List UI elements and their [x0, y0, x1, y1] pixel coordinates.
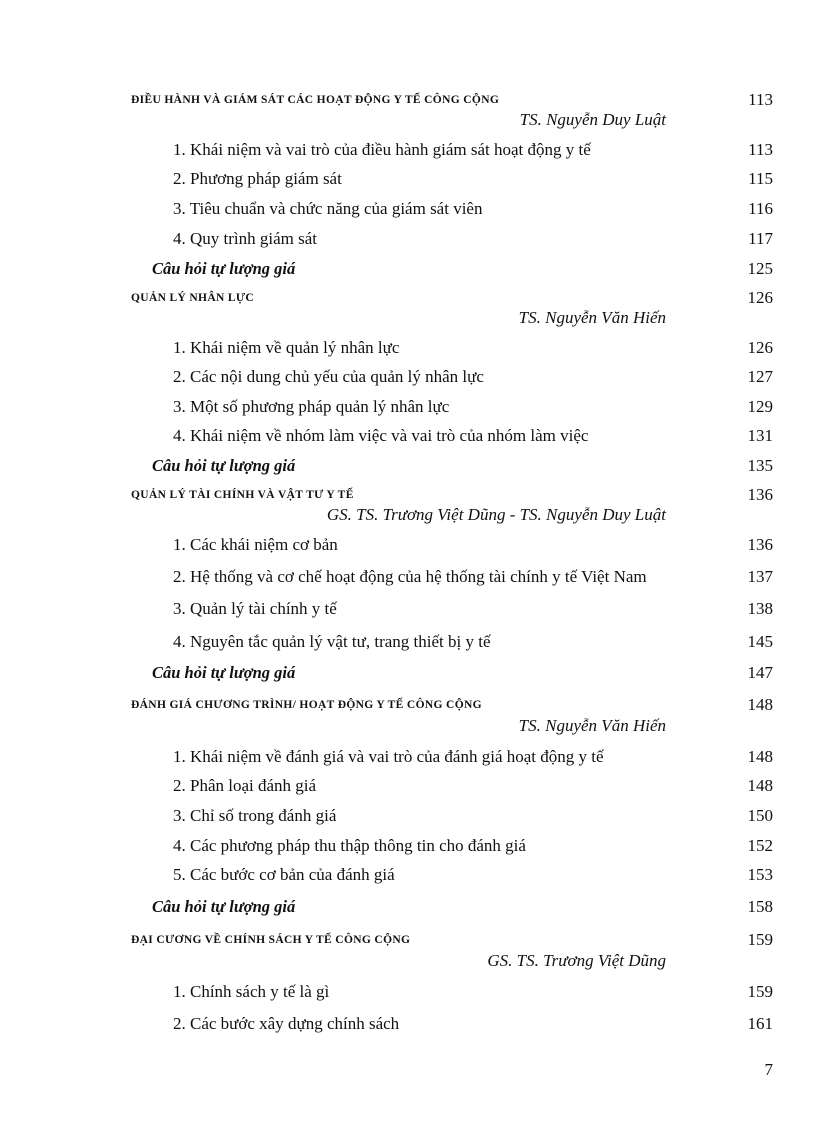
toc-item: [0, 834, 816, 858]
toc-item: [0, 630, 816, 654]
section-title-page: 148: [747, 695, 773, 714]
toc-item: [0, 138, 816, 162]
toc-item: [0, 227, 816, 251]
toc-item-page: 148: [747, 747, 773, 766]
section-author: [0, 503, 816, 527]
section-author-label: GS. TS. Trương Việt Dũng - TS. Nguyễn Duy Luật: [326, 505, 666, 524]
review-questions-page: 158: [747, 897, 773, 916]
toc-item: [0, 597, 816, 621]
toc-item-page: 152: [747, 836, 773, 855]
review-questions-page: 135: [747, 456, 773, 475]
toc-item: [0, 395, 816, 419]
toc-item: [0, 804, 816, 828]
toc-item-label: 4. Các phương pháp thu thập thông tin cho đánh giá: [173, 836, 526, 855]
toc-item: [0, 424, 816, 448]
review-questions: [0, 257, 816, 281]
section-title-label: QUẢN LÝ NHÂN LỰC: [131, 292, 255, 304]
review-questions: [0, 895, 816, 919]
toc-item-label: 1. Khái niệm về quản lý nhân lực: [173, 338, 400, 357]
section-title-label: ĐIỀU HÀNH VÀ GIÁM SÁT CÁC HOẠT ĐỘNG Y TẾ CÔNG CỘNG: [131, 94, 500, 106]
page-number: 7: [764, 1060, 773, 1079]
section-title-page: 159: [747, 930, 773, 949]
toc-item-page: 113: [748, 140, 773, 159]
toc-item-label: 4. Nguyên tắc quản lý vật tư, trang thiết bị y tế: [173, 632, 491, 651]
review-questions-label: Câu hỏi tự lượng giá: [152, 663, 296, 682]
section-author: [0, 714, 816, 738]
toc-item-label: 1. Các khái niệm cơ bản: [173, 535, 338, 554]
toc-item-page: 137: [747, 567, 773, 586]
toc-item-label: 3. Quản lý tài chính y tế: [173, 599, 337, 618]
toc-item-page: 117: [748, 229, 773, 248]
section-title-page: 136: [747, 485, 773, 504]
toc-item-label: 2. Phân loại đánh giá: [173, 776, 317, 795]
review-questions: [0, 454, 816, 478]
toc-item-label: 1. Khái niệm và vai trò của điều hành giám sát hoạt động y tế: [173, 140, 591, 159]
review-questions-page: 125: [747, 259, 773, 278]
toc-item-label: 2. Hệ thống và cơ chế hoạt động của hệ thống tài chính y tế Việt Nam: [173, 567, 647, 586]
review-questions: [0, 661, 816, 685]
review-questions-label: Câu hỏi tự lượng giá: [152, 897, 296, 916]
section-title-page: 113: [748, 90, 773, 109]
toc-item: [0, 565, 816, 589]
toc-item: [0, 167, 816, 191]
toc-item: [0, 980, 816, 1004]
toc-item: [0, 1012, 816, 1036]
section-title-label: QUẢN LÝ TÀI CHÍNH VÀ VẬT TƯ Y TẾ: [131, 489, 354, 501]
toc-item-page: 136: [747, 535, 773, 554]
toc-item-label: 4. Quy trình giám sát: [173, 229, 318, 248]
toc-item-page: 126: [747, 338, 773, 357]
toc-item: [0, 863, 816, 887]
section-title-page: 126: [747, 288, 773, 307]
section-author-label: TS. Nguyễn Văn Hiến: [518, 308, 666, 327]
toc-item-label: 2. Các nội dung chủ yếu của quản lý nhân lực: [173, 367, 484, 386]
toc-item-label: 1. Chính sách y tế là gì: [173, 982, 330, 1001]
toc-item-label: 3. Một số phương pháp quản lý nhân lực: [173, 397, 450, 416]
section-author: [0, 306, 816, 330]
toc-item-page: 116: [748, 199, 773, 218]
toc-item-page: 115: [748, 169, 773, 188]
toc-item-page: 153: [747, 865, 773, 884]
toc-item: [0, 197, 816, 221]
toc-item-page: 145: [747, 632, 773, 651]
toc-item-page: 131: [747, 426, 773, 445]
review-questions-label: Câu hỏi tự lượng giá: [152, 456, 296, 475]
toc-item-label: 3. Tiêu chuẩn và chức năng của giám sát viên: [173, 199, 483, 218]
toc-item: [0, 745, 816, 769]
toc-item-label: 2. Phương pháp giám sát: [173, 169, 342, 188]
toc-item-label: 4. Khái niệm về nhóm làm việc và vai trò của nhóm làm việc: [173, 426, 589, 445]
section-author-label: TS. Nguyễn Văn Hiến: [518, 716, 666, 735]
toc-item-label: 5. Các bước cơ bản của đánh giá: [173, 865, 395, 884]
section-author: [0, 949, 816, 973]
toc-item-page: 127: [747, 367, 773, 386]
toc-item-page: 148: [747, 776, 773, 795]
toc-item-page: 161: [747, 1014, 773, 1033]
toc-item-label: 1. Khái niệm về đánh giá và vai trò của đánh giá hoạt động y tế: [173, 747, 604, 766]
section-title-label: ĐÁNH GIÁ CHƯƠNG TRÌNH/ HOẠT ĐỘNG Y TẾ CÔNG CỘNG: [131, 699, 482, 711]
section-author: [0, 108, 816, 132]
toc-item: [0, 336, 816, 360]
toc-item-page: 138: [747, 599, 773, 618]
toc-item-page: 159: [747, 982, 773, 1001]
toc-item: [0, 774, 816, 798]
toc-item: [0, 365, 816, 389]
toc-item: [0, 533, 816, 557]
review-questions-page: 147: [747, 663, 773, 682]
toc-item-label: 2. Các bước xây dựng chính sách: [173, 1014, 400, 1033]
toc-item-label: 3. Chỉ số trong đánh giá: [173, 806, 337, 825]
section-author-label: TS. Nguyễn Duy Luật: [519, 110, 666, 129]
review-questions-label: Câu hỏi tự lượng giá: [152, 259, 296, 278]
toc-item-page: 129: [747, 397, 773, 416]
section-title-label: ĐẠI CƯƠNG VỀ CHÍNH SÁCH Y TẾ CÔNG CỘNG: [131, 934, 411, 946]
toc-item-page: 150: [747, 806, 773, 825]
section-author-label: GS. TS. Trương Việt Dũng: [487, 951, 666, 970]
